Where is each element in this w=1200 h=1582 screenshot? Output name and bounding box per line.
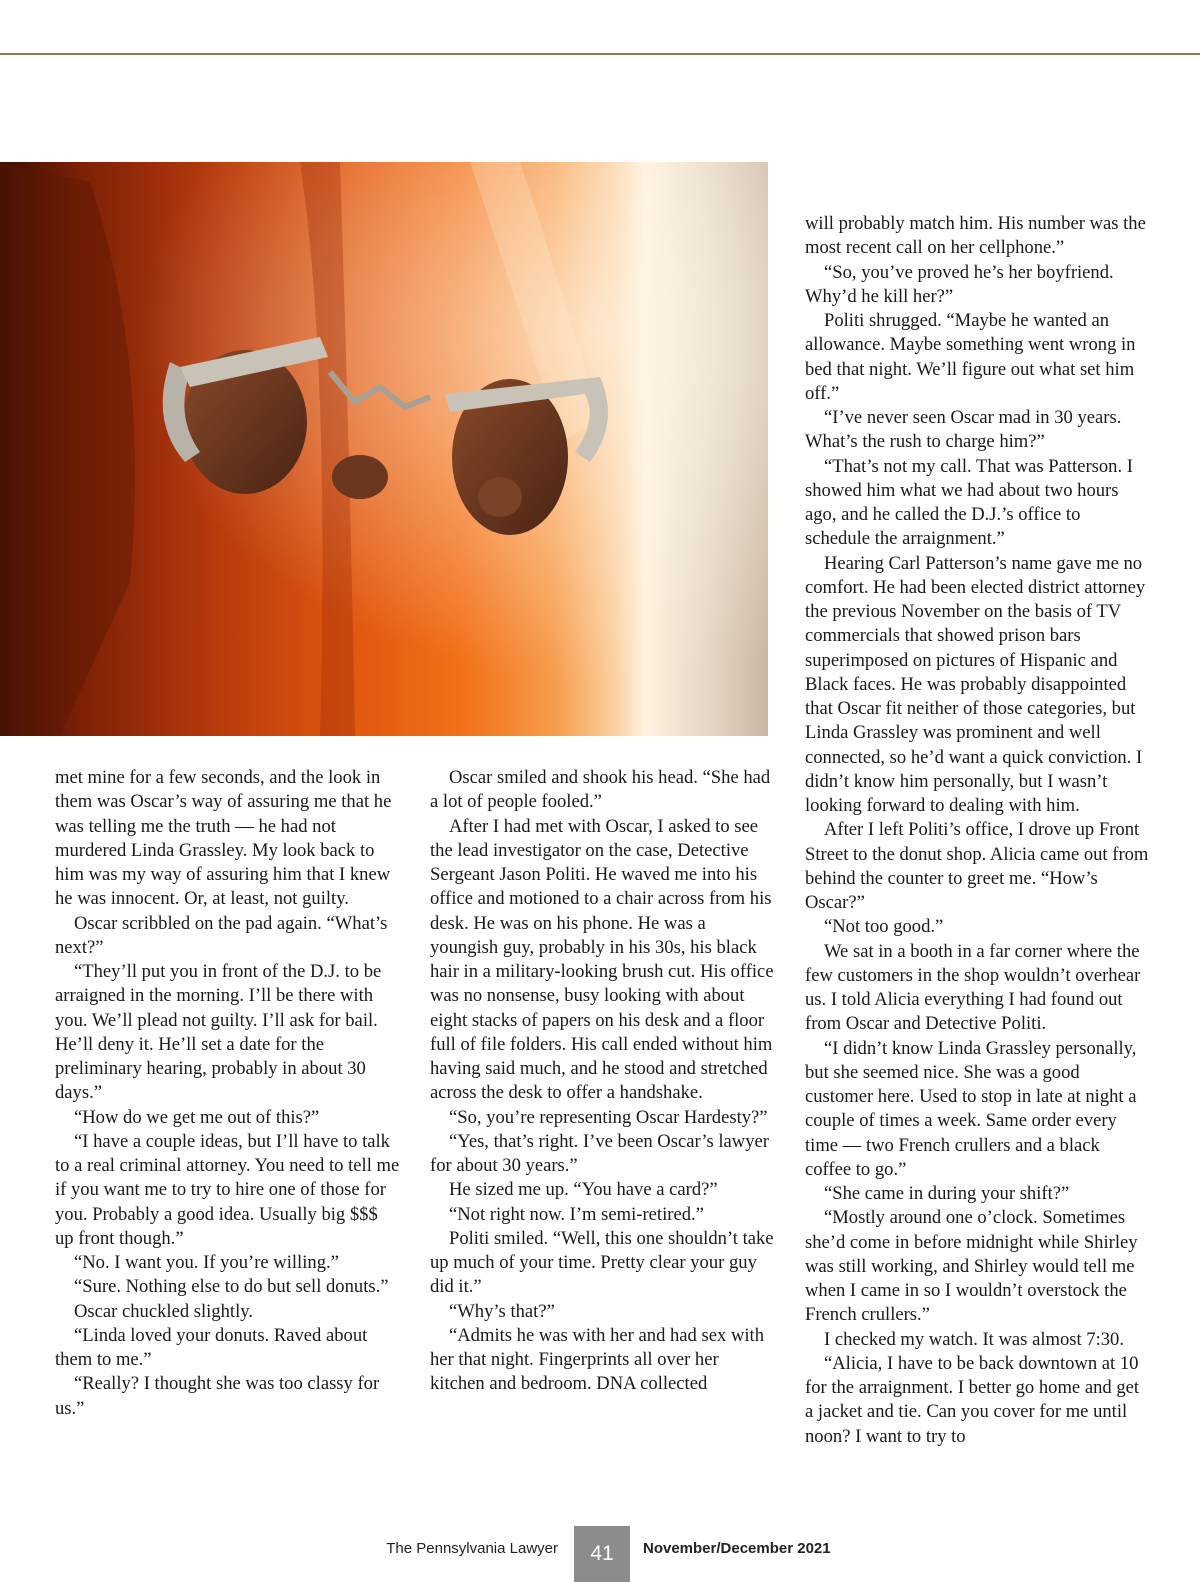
page-number: 41: [590, 1542, 614, 1565]
paragraph: “That’s not my call. That was Patterson. I showed him what we had about two hours ago, and he called the D.J.’s office to schedule the arraignment.”: [805, 455, 1133, 550]
text-column-2: [430, 766, 775, 1397]
paragraph: Oscar chuckled slightly.: [74, 1300, 254, 1322]
paragraph: He sized me up. “You have a card?”: [449, 1179, 718, 1201]
paragraph: met mine for a few seconds, and the look in them was Oscar’s way of assuring me that he was telling me the truth — he had not murdered Linda Grassley. My look back to him was my way of assuring him that I knew he was innocent. Or, at least, not guilty.: [55, 767, 392, 910]
paragraph: I checked my watch. It was almost 7:30.: [824, 1328, 1124, 1350]
paragraph: Oscar smiled and shook his head. “She had a lot of people fooled.”: [430, 767, 771, 813]
paragraph: After I left Politi’s office, I drove up Front Street to the donut shop. Alicia came out from behind the counter to greet me. “How’s Oscar?”: [805, 819, 1149, 913]
paragraph: “Not right now. I’m semi-retired.”: [449, 1203, 704, 1225]
paragraph: “I’ve never seen Oscar mad in 30 years. What’s the rush to charge him?”: [805, 407, 1122, 453]
paragraph: We sat in a booth in a far corner where the few customers in the shop wouldn’t overhear us. I told Alicia everything I had found out from Oscar and Detective Politi.: [805, 940, 1141, 1035]
paragraph: “No. I want you. If you’re willing.”: [74, 1252, 339, 1273]
paragraph: “I didn’t know Linda Grassley personally, but she seemed nice. She was a good customer here. Used to stop in late at night a couple of times a week. Same order every time — two French crullers and a black coffee to go.”: [805, 1037, 1137, 1180]
paragraph: Politi smiled. “Well, this one shouldn’t take up much of your time. Pretty clear your guy did it.”: [430, 1227, 774, 1298]
photo-handcuffed-hands: [0, 162, 768, 736]
paragraph: “Sure. Nothing else to do but sell donuts.”: [74, 1276, 389, 1298]
paragraph: “Linda loved your donuts. Raved about them to me.”: [55, 1324, 368, 1370]
page-number-box: [574, 1526, 630, 1582]
paragraph: Hearing Carl Patterson’s name gave me no comfort. He had been elected district attorney the previous November on the basis of TV commercials that showed prison bars superimposed on pictures of Hispanic and Black faces. He was probably disappointed that Oscar fit neither of those categories, but Linda Grassley was prominent and well connected, so he’d want a quick conviction. I didn’t know him personally, but I wasn’t looking forward to dealing with him.: [805, 552, 1146, 816]
paragraph: After I had met with Oscar, I asked to see the lead investigator on the case, Detective Sergeant Jason Politi. He waved me into his office and motioned to a chair across from his desk. He was on his phone. He was a youngish guy, probably in his 30s, his black hair in a military-looking brush cut. His office was no nonsense, busy looking with about eight stacks of papers on his desk and a floor full of file folders. His call ended without him having said much, and he stood and stretched across the desk to offer a handshake.: [430, 815, 774, 1104]
paragraph: Oscar scribbled on the pad again. “What’s next?”: [55, 912, 388, 958]
publication-name: The Pennsylvania Lawyer: [386, 1540, 558, 1557]
paragraph: “Not too good.”: [824, 916, 944, 938]
paragraph: “How do we get me out of this?”: [74, 1106, 320, 1128]
paragraph: “I have a couple ideas, but I’ll have to talk to a real criminal attorney. You need to tell me if you want me to try to hire one of those for you. Probably a good idea. Usually big $$$ up front though.”: [55, 1130, 400, 1249]
paragraph: “Why’s that?”: [449, 1300, 555, 1322]
text-column-1: [55, 766, 400, 1421]
handcuffs-illustration: [0, 162, 768, 736]
paragraph: “She came in during your shift?”: [824, 1183, 1070, 1204]
paragraph: “Admits he was with her and had sex with her that night. Fingerprints all over her kitchen and bedroom. DNA collected: [430, 1324, 764, 1395]
top-rule: [0, 53, 1200, 55]
paragraph: “Really? I thought she was too classy for us.”: [55, 1373, 380, 1419]
page-footer: [0, 1526, 1200, 1582]
paragraph: “So, you’re representing Oscar Hardesty?”: [449, 1106, 768, 1128]
paragraph: Politi shrugged. “Maybe he wanted an allowance. Maybe something went wrong in bed that night. We’ll figure out what set him off.”: [805, 310, 1136, 404]
paragraph: “Alicia, I have to be back downtown at 10 for the arraignment. I better go home and get a jacket and tie. Can you cover for me until noon? I want to try to: [805, 1352, 1140, 1447]
paragraph: “They’ll put you in front of the D.J. to be arraigned in the morning. I’ll be there with you. We’ll plead not guilty. I’ll ask for bail. He’ll deny it. He’ll set a date for the preliminary hearing, probably in about 30 days.”: [55, 961, 382, 1104]
issue-date: November/December 2021: [643, 1540, 831, 1557]
text-column-3: [805, 212, 1150, 1449]
paragraph: “Yes, that’s right. I’ve been Oscar’s lawyer for about 30 years.”: [430, 1130, 769, 1176]
paragraph: “So, you’ve proved he’s her boyfriend. Why’d he kill her?”: [805, 261, 1114, 307]
paragraph: “Mostly around one o’clock. Sometimes she’d come in before midnight while Shirley was still working, and Shirley would tell me when I came in so I wouldn’t overstock the French crullers.”: [805, 1207, 1138, 1326]
paragraph: will probably match him. His number was the most recent call on her cellphone.”: [805, 213, 1146, 259]
